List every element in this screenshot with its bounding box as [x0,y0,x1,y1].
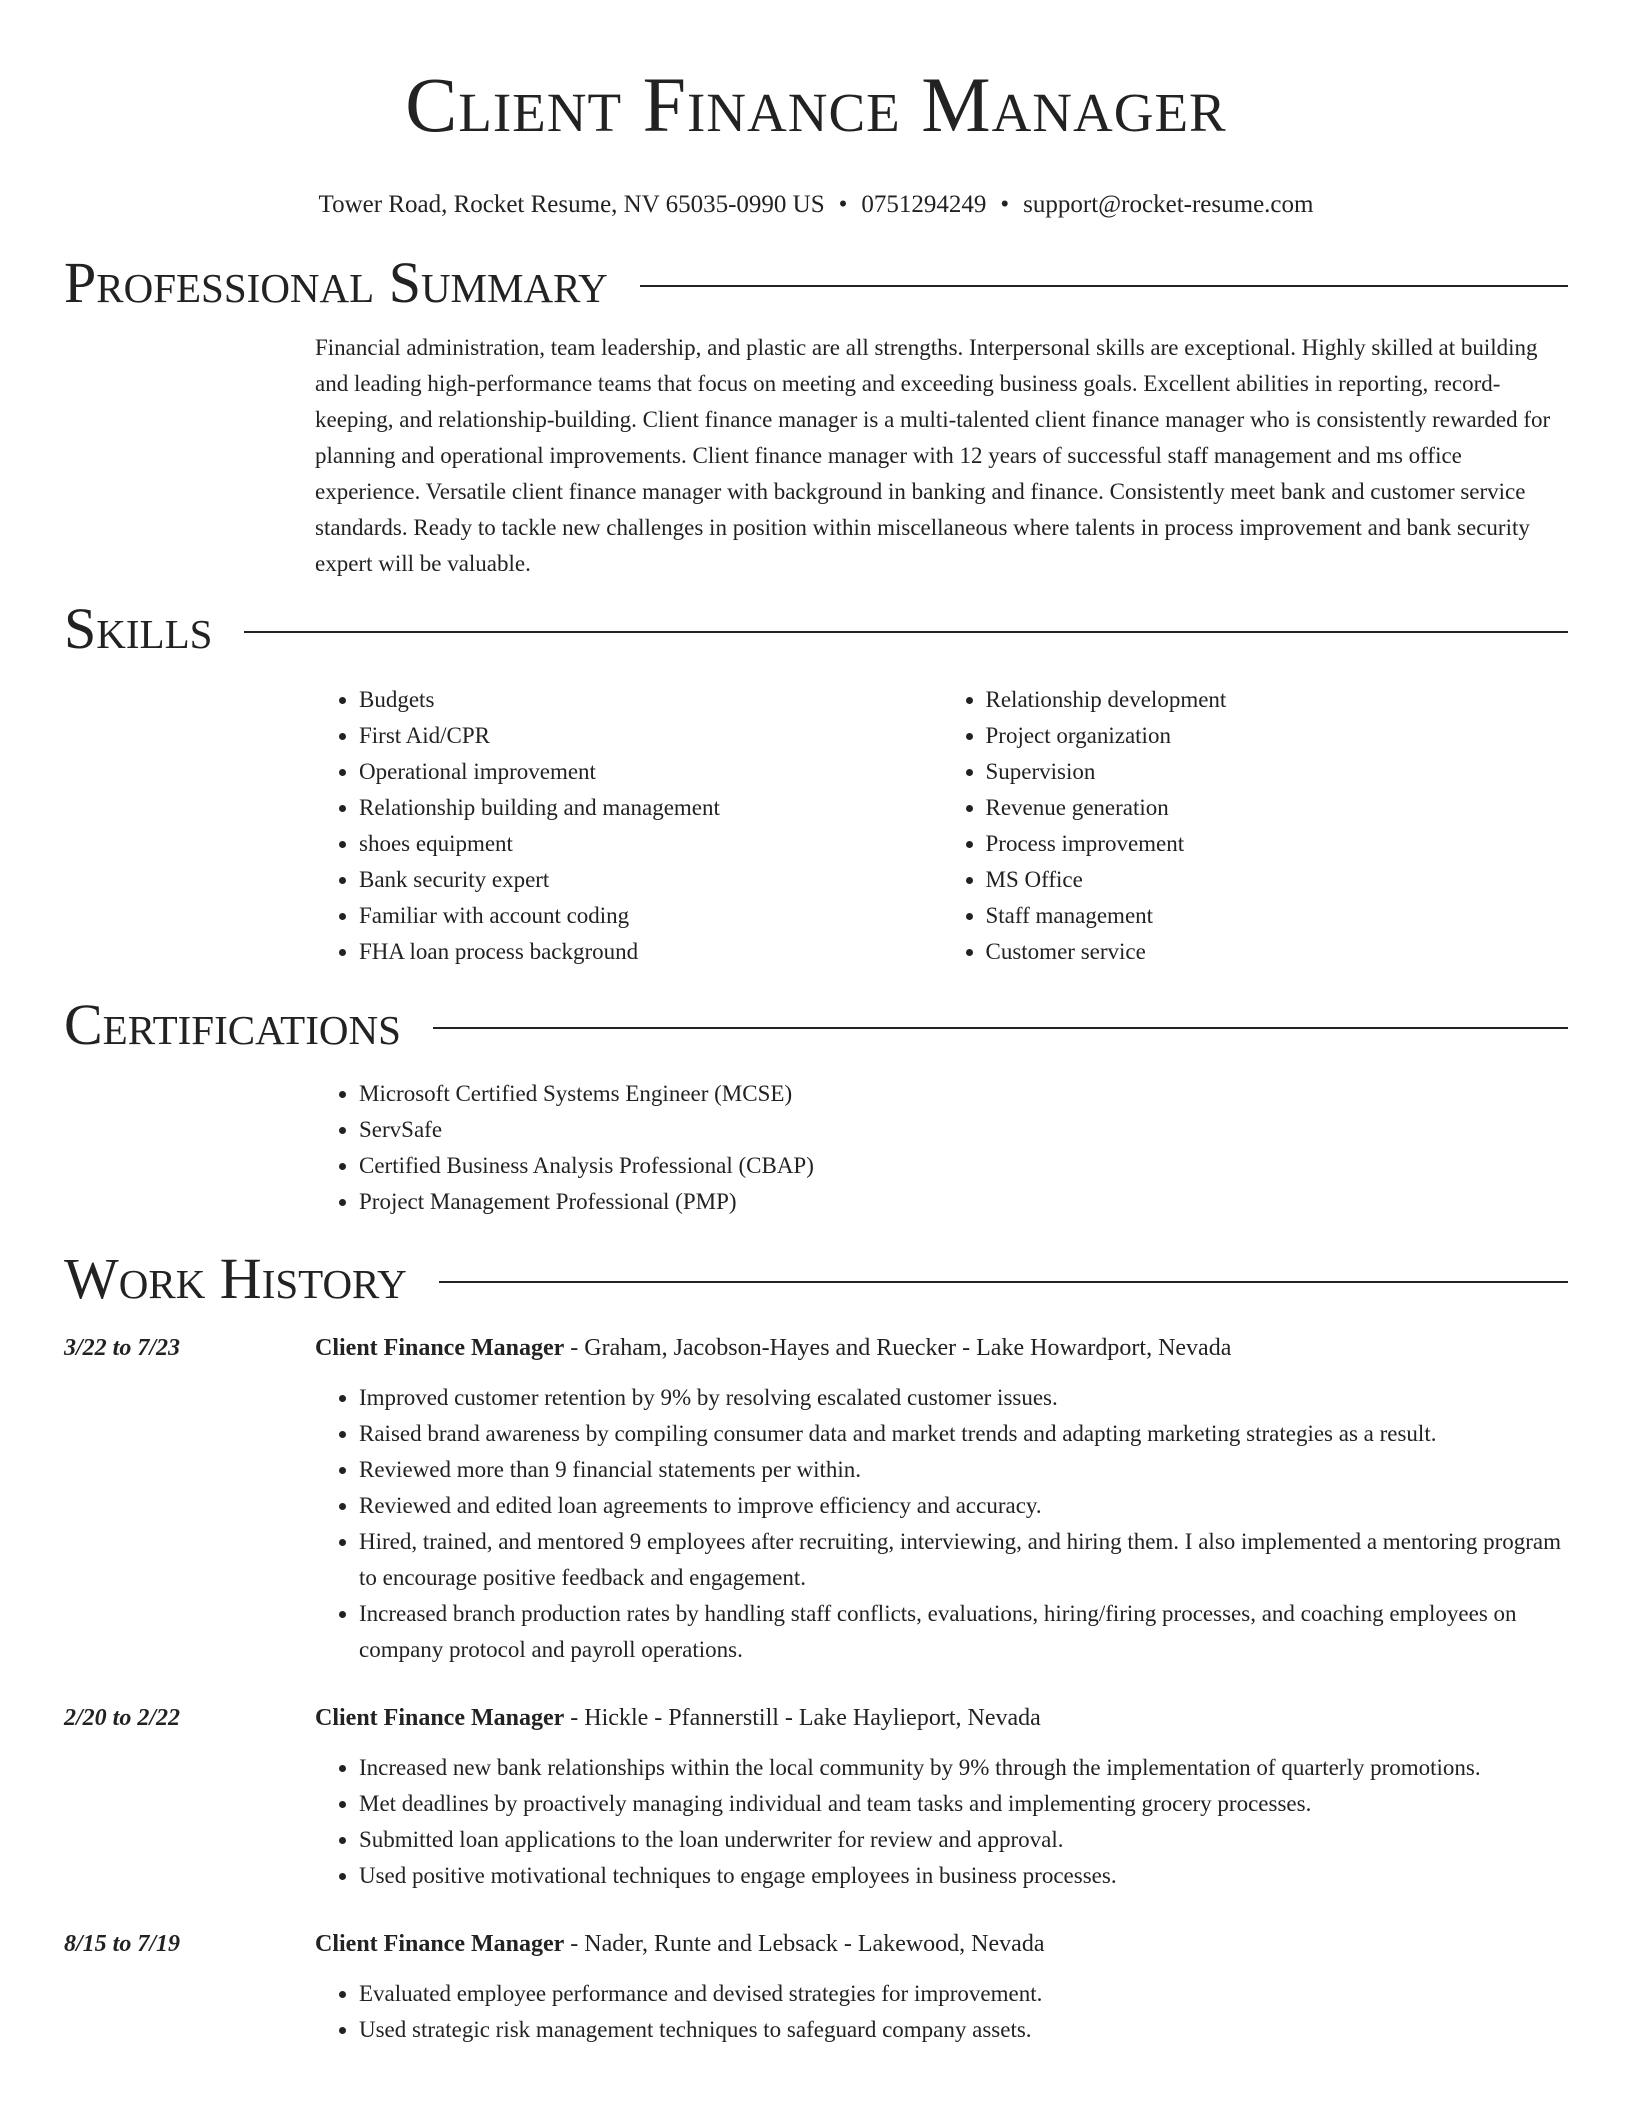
job-heading [315,1330,1568,1366]
job-entry [64,1926,1568,2048]
job-role: Client Finance Manager [315,1335,565,1361]
job-bullet: • Raised brand awareness by compiling consumer data and market trends and adapting marketing strategies as a result. [359,1416,1568,1452]
job-role: Client Finance Manager [315,1931,565,1957]
skill-item: • Project organization [986,718,1569,754]
section-title-work-history: Work History [64,1246,407,1311]
job-bullet: • Increased new bank relationships within the local community by 9% through the implementation of quarterly promotions. [359,1750,1568,1786]
certifications-list [315,1076,1568,1220]
summary-text: Financial administration, team leadership, and plastic are all strengths. Interpersonal skills are exceptional. Highly skilled at building and leading high-performance teams that focus on meeting and exceeding business goals. Excellent abilities in reporting, record-keeping, and relationship-building. Client finance manager is a multi-talented client finance manager who is consistently rewarded for planning and operational improvements. Client finance manager with 12 years of successful staff management and ms office experience. Versatile client finance manager with background in banking and finance. Consistently meet bank and customer service standards. Ready to tackle new challenges in position within miscellaneous where talents in process improvement and bank security expert will be valuable. [315,335,1551,576]
skill-item: • shoes equipment [359,826,942,862]
section-header-skills [64,596,1568,662]
section-title-certifications: Certifications [64,992,401,1057]
skill-item: • Staff management [986,898,1569,934]
skill-item: • Operational improvement [359,754,942,790]
resume-page [64,0,1568,2048]
job-entry [64,1700,1568,1894]
skill-item: • Customer service [986,934,1569,970]
job-employer-location: - Graham, Jacobson-Hayes and Ruecker - Lake Howardport, Nevada [564,1335,1232,1361]
skills-list-right [942,682,1569,970]
certification-item: • Project Management Professional (PMP) [359,1184,1568,1220]
section-header-summary [64,250,1568,316]
section-divider [433,1027,1568,1029]
skill-item: • Process improvement [986,826,1569,862]
certification-item: • Microsoft Certified Systems Engineer (MCSE) [359,1076,1568,1112]
contact-separator: • [1000,191,1010,218]
section-divider [244,631,1568,633]
skills-list-left [315,682,942,970]
section-header-work-history [64,1246,1568,1312]
certification-item: • Certified Business Analysis Professional (CBAP) [359,1148,1568,1184]
section-header-certifications [64,992,1568,1058]
section-title-summary: Professional Summary [64,250,608,315]
skill-item: • Bank security expert [359,862,942,898]
skill-item: • Familiar with account coding [359,898,942,934]
section-title-skills: Skills [64,596,213,661]
skill-item: • First Aid/CPR [359,718,942,754]
job-detail [315,1926,1568,2048]
contact-address: Tower Road, Rocket Resume, NV 65035-0990 US [318,191,825,218]
job-bullet: • Evaluated employee performance and devised strategies for improvement. [359,1976,1568,2012]
job-heading [315,1926,1568,1962]
resume-name: Client Finance Manager [405,61,1227,148]
section-divider [439,1281,1568,1283]
skill-item: • MS Office [986,862,1569,898]
job-employer-location: - Nader, Runte and Lebsack - Lakewood, Nevada [564,1931,1045,1957]
job-bullet: • Used strategic risk management techniques to safeguard company assets. [359,2012,1568,2048]
job-bullet: • Hired, trained, and mentored 9 employees after recruiting, interviewing, and hiring them. I also implemented a mentoring program to encourage positive feedback and engagement. [359,1524,1568,1596]
contact-separator: • [838,191,848,218]
job-bullets [315,1380,1568,1668]
job-bullet: • Submitted loan applications to the loan underwriter for review and approval. [359,1822,1568,1858]
certification-item: • ServSafe [359,1112,1568,1148]
job-heading [315,1700,1568,1736]
job-bullets [315,1976,1568,2048]
certifications-block [315,1076,1568,1220]
section-divider [640,285,1568,287]
skill-item: • Relationship building and management [359,790,942,826]
job-detail [315,1330,1568,1668]
contact-line [64,190,1568,220]
summary-block [315,330,1568,582]
job-bullet: • Used positive motivational techniques to engage employees in business processes. [359,1858,1568,1894]
job-bullet: • Improved customer retention by 9% by resolving escalated customer issues. [359,1380,1568,1416]
job-dates: 8/15 to 7/19 [64,1931,181,1957]
job-detail [315,1700,1568,1894]
job-bullet: • Reviewed and edited loan agreements to improve efficiency and accuracy. [359,1488,1568,1524]
job-entry [64,1330,1568,1668]
job-bullets [315,1750,1568,1894]
skill-item: • Budgets [359,682,942,718]
job-bullet: • Met deadlines by proactively managing individual and team tasks and implementing grocery processes. [359,1786,1568,1822]
skill-item: • Revenue generation [986,790,1569,826]
contact-email: support@rocket-resume.com [1023,191,1314,218]
contact-phone: 0751294249 [861,191,987,218]
job-dates: 3/22 to 7/23 [64,1335,181,1361]
job-role: Client Finance Manager [315,1705,565,1731]
skill-item: • Relationship development [986,682,1569,718]
job-employer-location: - Hickle - Pfannerstill - Lake Haylieport, Nevada [564,1705,1041,1731]
job-dates: 2/20 to 2/22 [64,1705,181,1731]
skills-block [315,682,1568,970]
skill-item: • Supervision [986,754,1569,790]
job-bullet: • Increased branch production rates by handling staff conflicts, evaluations, hiring/firing processes, and coaching employees on company protocol and payroll operations. [359,1596,1568,1668]
skill-item: • FHA loan process background [359,934,942,970]
job-bullet: • Reviewed more than 9 financial statements per within. [359,1452,1568,1488]
